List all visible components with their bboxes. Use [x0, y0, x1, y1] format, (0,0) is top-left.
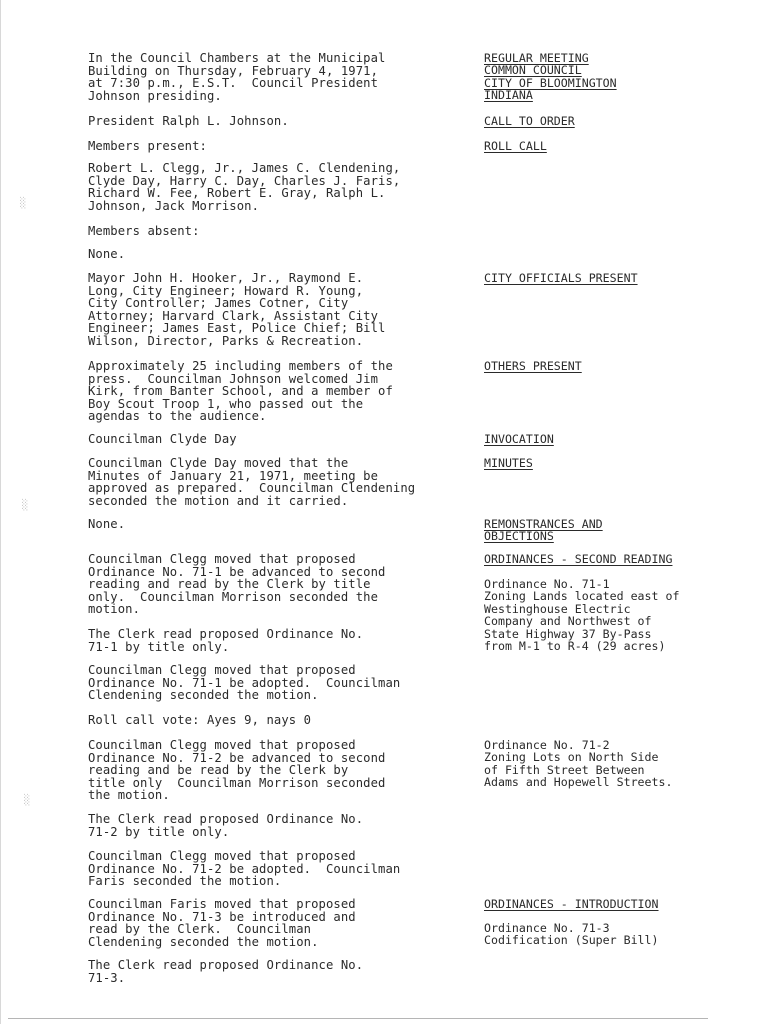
members-absent-label: Members absent:	[88, 224, 200, 238]
scan-speck: ░	[20, 198, 27, 209]
minutes-paragraph: Councilman Clyde Day moved that the Minutes of January 21, 1971, meeting be approved as prepared. Councilman Clendening seconded the motion and it carried.	[88, 456, 416, 508]
ordinance-71-2-summary: Ordinance No. 71-2 Zoning Lots on North Side of Fifth Street Between Adams and Hopewell Streets.	[484, 738, 673, 790]
others-paragraph: Approximately 25 including members of the press. Councilman Johnson welcomed Jim Kirk, from Banter School, and a member of Boy Scout Troop 1, who passed out the agendas to the audience.	[88, 359, 393, 424]
heading-remonstrances: REMONSTRANCES AND OBJECTIONS	[484, 517, 603, 544]
bottom-scan-rule	[8, 1018, 708, 1019]
roll-call-vote: Roll call vote: Ayes 9, nays 0	[88, 713, 312, 727]
presiding-officer: President Ralph L. Johnson.	[88, 114, 289, 128]
ordinance-71-3-read: The Clerk read proposed Ordinance No. 71-3.	[88, 958, 364, 985]
officials-paragraph: Mayor John H. Hooker, Jr., Raymond E. Long, City Engineer; Howard R. Young, City Controller; James Cotner, City Attorney; Harvard Clark, Assistant City Engineer; James East, Police Chief; Bill Wilson, Director, Parks & Recreation.	[88, 271, 386, 348]
ordinance-71-2-read: The Clerk read proposed Ordinance No. 71-2 by title only.	[88, 812, 364, 839]
remonstrances-text: None.	[88, 517, 126, 531]
members-present-label: Members present:	[88, 139, 207, 153]
ordinance-71-3-motion: Councilman Faris moved that proposed Ordinance No. 71-3 be introduced and read by the Clerk. Councilman Clendening seconded the motion.	[88, 897, 356, 949]
scan-speck: ░	[22, 500, 29, 511]
members-present-list: Robert L. Clegg, Jr., James C. Clendening, Clyde Day, Harry C. Day, Charles J. Faris, Richard W. Fee, Robert E. Gray, Ralph L. Johnson, Jack Morrison.	[88, 161, 401, 213]
invocation-text: Councilman Clyde Day	[88, 432, 237, 446]
ordinance-71-1-motion: Councilman Clegg moved that proposed Ordinance No. 71-1 be advanced to second reading and read by the Clerk by title only. Councilman Morrison seconded the motion.	[88, 552, 386, 617]
ordinance-71-3-summary: Ordinance No. 71-3 Codification (Super Bill)	[484, 921, 659, 948]
heading-introduction: ORDINANCES - INTRODUCTION	[484, 897, 659, 911]
ordinance-71-2-adopt: Councilman Clegg moved that proposed Ordinance No. 71-2 be adopted. Councilman Faris seconded the motion.	[88, 849, 401, 889]
opening-paragraph: In the Council Chambers at the Municipal Building on Thursday, February 4, 1971, at 7:30 p.m., E.S.T. Council President Johnson presiding.	[88, 51, 386, 103]
scan-speck: ░	[24, 795, 31, 806]
ordinance-71-2-motion: Councilman Clegg moved that proposed Ordinance No. 71-2 be advanced to second reading and be read by the Clerk by title only Councilman Morrison seconded the motion.	[88, 738, 386, 803]
heading-others-present: OTHERS PRESENT	[484, 359, 582, 373]
heading-minutes: MINUTES	[484, 456, 533, 470]
ordinance-71-1-summary: Ordinance No. 71-1 Zoning Lands located east of Westinghouse Electric Company and Northwest of State Highway 37 By-Pass from M-1 to R-4 (29 acres)	[484, 577, 680, 654]
meeting-header: REGULAR MEETING COMMON COUNCIL CITY OF BLOOMINGTON INDIANA	[484, 51, 617, 103]
heading-roll-call: ROLL CALL	[484, 139, 547, 153]
members-absent-value: None.	[88, 247, 126, 261]
ordinance-71-1-read: The Clerk read proposed Ordinance No. 71-1 by title only.	[88, 627, 364, 654]
heading-invocation: INVOCATION	[484, 432, 554, 446]
heading-second-reading: ORDINANCES - SECOND READING	[484, 552, 673, 566]
ordinance-71-1-adopt: Councilman Clegg moved that proposed Ordinance No. 71-1 be adopted. Councilman Clendening seconded the motion.	[88, 663, 401, 703]
heading-city-officials: CITY OFFICIALS PRESENT	[484, 271, 638, 285]
scan-edge-line	[0, 0, 1, 1024]
heading-call-to-order: CALL TO ORDER	[484, 114, 575, 128]
